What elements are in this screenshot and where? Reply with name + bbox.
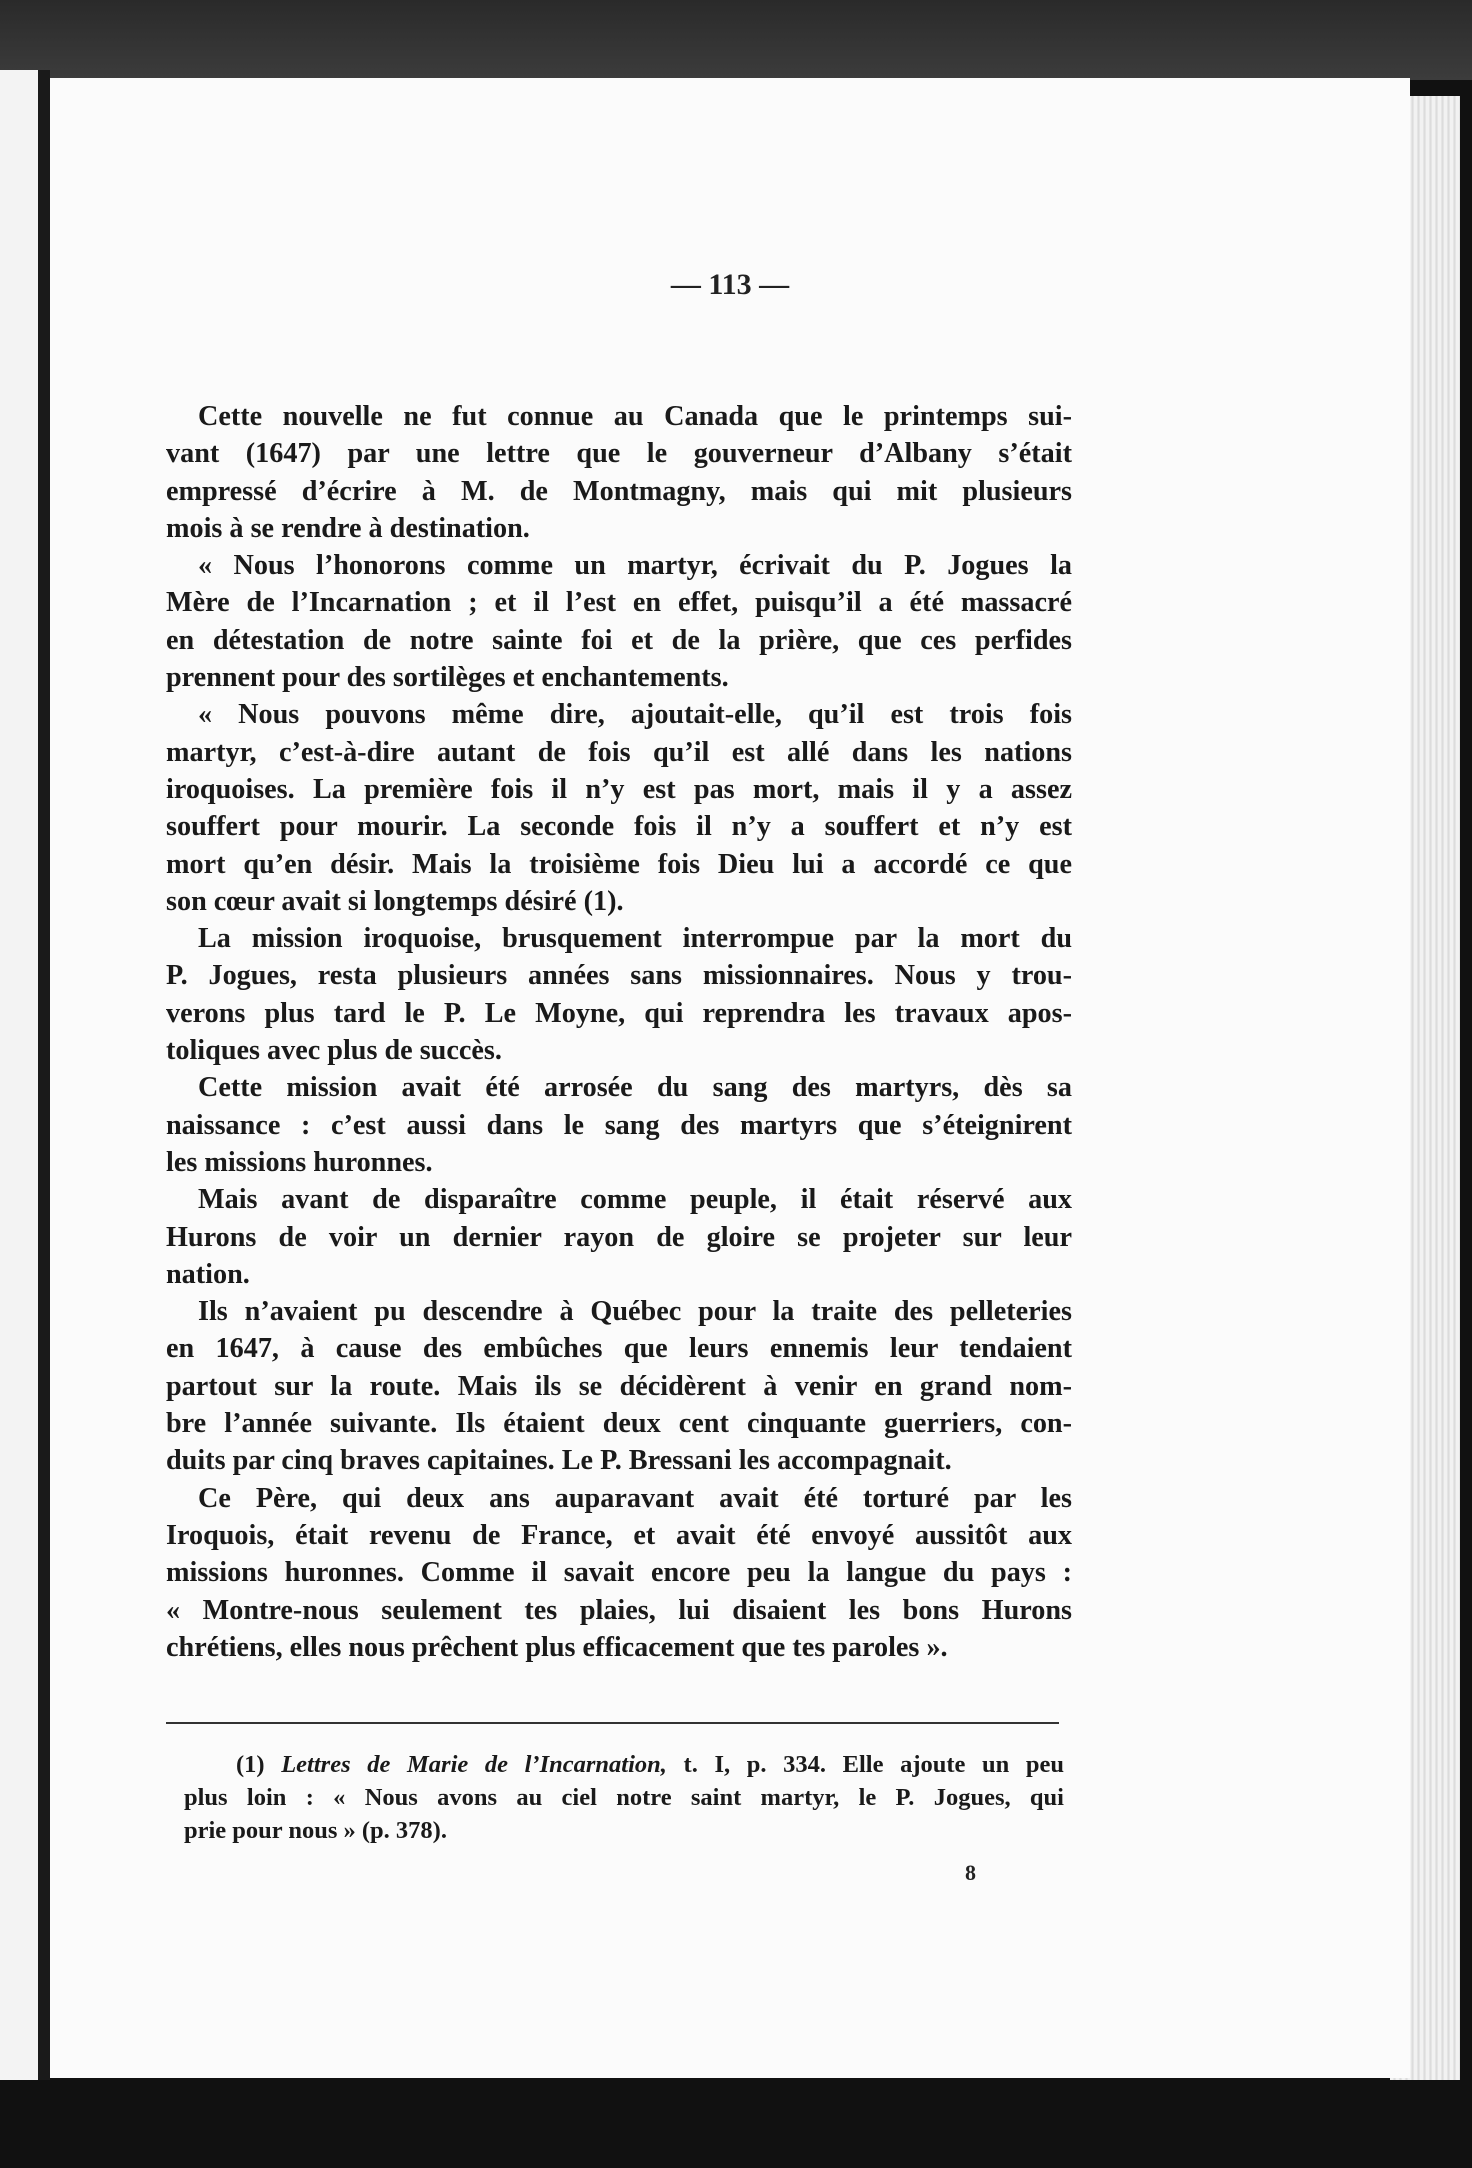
- text-line: nation.: [166, 1258, 250, 1290]
- text-line: naissance : c’est aussi dans le sang des martyrs que s’éteignirent: [166, 1109, 1072, 1141]
- text-line: duits par cinq braves capitaines. Le P. Bressani les accompagnait.: [166, 1445, 952, 1477]
- text-line: chrétiens, elles nous prêchent plus efficacement que tes paroles ».: [166, 1631, 948, 1663]
- text-line: toliques avec plus de succès.: [166, 1035, 502, 1067]
- text-line: en détestation de notre sainte foi et de la prière, que ces perfides: [166, 624, 1072, 656]
- footnote-source-title: Lettres de Marie de l’Incarnation,: [281, 1751, 667, 1778]
- text-line: bre l’année suivante. Ils étaient deux cent cinquante guerriers, con-: [166, 1408, 1072, 1440]
- footnote-line: [184, 1748, 1064, 1781]
- footnote: [184, 1748, 1064, 1847]
- book-gutter: [38, 70, 50, 2080]
- text-line: martyr, c’est-à-dire autant de fois qu’il est allé dans les nations: [166, 736, 1072, 768]
- text-line: Mais avant de disparaître comme peuple, il était réservé aux: [198, 1184, 1072, 1216]
- left-page-edge: [0, 70, 38, 2080]
- text-line: La mission iroquoise, brusquement interrompue par la mort du: [198, 923, 1072, 955]
- footnote-marker: (1): [236, 1751, 265, 1778]
- text-line: souffert pour mourir. La seconde fois il n’y a souffert et n’y est: [166, 811, 1072, 843]
- footnote-citation: t. I, p. 334. Elle ajoute un peu: [683, 1751, 1065, 1778]
- text-line: son cœur avait si longtemps désiré (1).: [166, 885, 624, 917]
- text-line: Ce Père, qui deux ans auparavant avait été torturé par les: [198, 1482, 1072, 1514]
- text-line: prennent pour des sortilèges et enchantements.: [166, 662, 729, 694]
- signature-mark: 8: [965, 1860, 976, 1885]
- footnote-line: prie pour nous » (p. 378).: [184, 1817, 447, 1844]
- text-line: Hurons de voir un dernier rayon de gloire se projeter sur leur: [166, 1221, 1072, 1253]
- text-line: « Montre-nous seulement tes plaies, lui disaient les bons Hurons: [166, 1594, 1072, 1626]
- text-line: iroquoises. La première fois il n’y est pas mort, mais il y a assez: [166, 773, 1072, 805]
- text-line: partout sur la route. Mais ils se décidèrent à venir en grand nom-: [166, 1370, 1072, 1402]
- text-line: Cette nouvelle ne fut connue au Canada que le printemps sui-: [198, 401, 1072, 432]
- text-line: missions huronnes. Comme il savait encore peu la langue du pays :: [166, 1557, 1072, 1589]
- text-line: Iroquois, était revenu de France, et avait été envoyé aussitôt aux: [166, 1519, 1072, 1551]
- text-line: « Nous pouvons même dire, ajoutait-elle, qu’il est trois fois: [198, 699, 1072, 731]
- text-line: verons plus tard le P. Le Moyne, qui reprendra les travaux apos-: [166, 997, 1072, 1029]
- text-line: vant (1647) par une lettre que le gouverneur d’Albany s’était: [166, 438, 1072, 470]
- text-line: mois à se rendre à destination.: [166, 512, 530, 544]
- body-text: [166, 398, 1072, 1666]
- text-line: Ils n’avaient pu descendre à Québec pour la traite des pelleteries: [198, 1296, 1072, 1328]
- text-line: mort qu’en désir. Mais la troisième fois Dieu lui a accordé ce que: [166, 848, 1072, 880]
- book-page: [50, 78, 1410, 2078]
- text-line: « Nous l’honorons comme un martyr, écrivait du P. Jogues la: [198, 550, 1072, 582]
- text-line: Cette mission avait été arrosée du sang des martyrs, dès sa: [198, 1072, 1072, 1104]
- footnote-rule: [166, 1722, 1059, 1724]
- text-line: P. Jogues, resta plusieurs années sans missionnaires. Nous y trou-: [166, 960, 1072, 992]
- text-line: Mère de l’Incarnation ; et il l’est en effet, puisqu’il a été massacré: [166, 587, 1072, 619]
- text-line: les missions huronnes.: [166, 1146, 433, 1178]
- page-number-header: — 113 —: [670, 268, 790, 301]
- text-line: en 1647, à cause des embûches que leurs ennemis leur tendaient: [166, 1333, 1072, 1365]
- text-line: empressé d’écrire à M. de Montmagny, mais qui mit plusieurs: [166, 475, 1072, 507]
- footnote-line: plus loin : « Nous avons au ciel notre saint martyr, le P. Jogues, qui: [184, 1784, 1064, 1811]
- scan-background: [0, 0, 1472, 80]
